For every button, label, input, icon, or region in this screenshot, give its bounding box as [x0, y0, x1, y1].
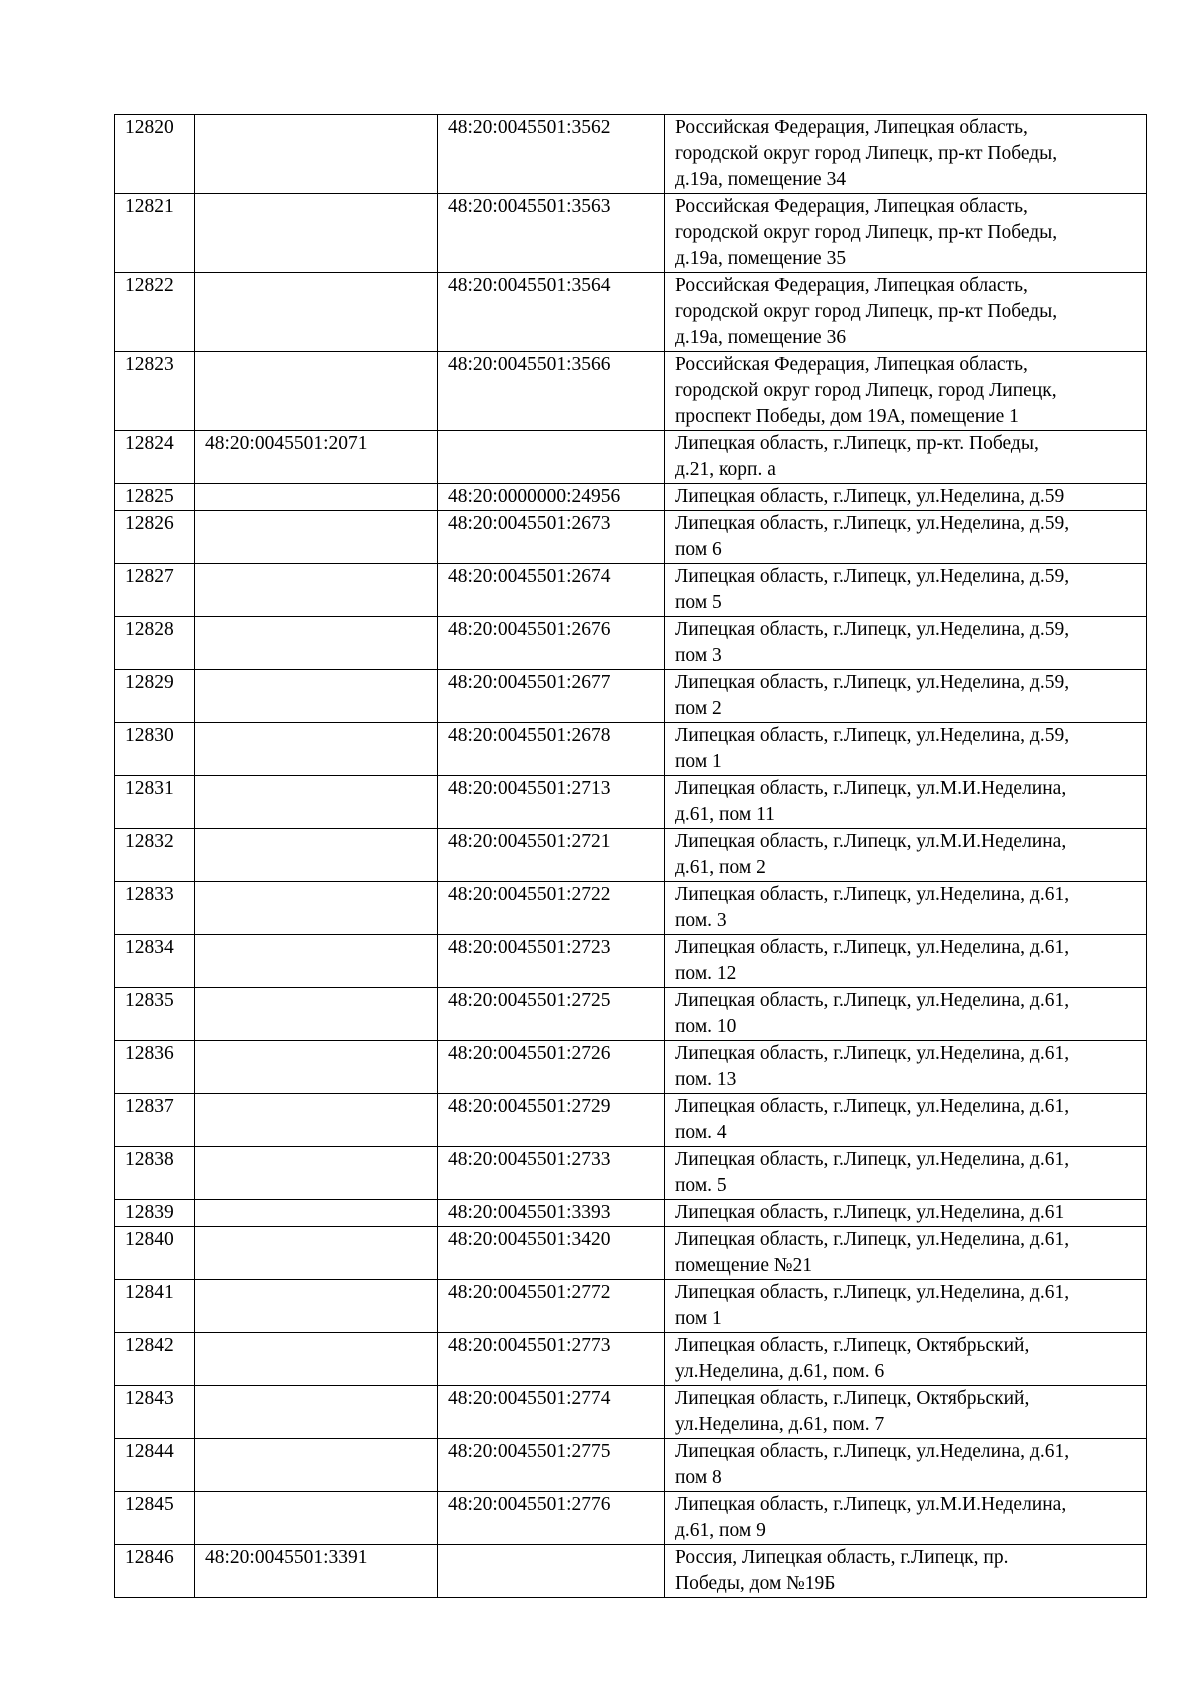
table-row [115, 564, 1147, 617]
parcel-cadastral-number-cell [195, 617, 438, 670]
address-cell: Липецкая область, г.Липецк, ул.Неделина, д.61, пом. 13 [665, 1041, 1147, 1094]
address-cell: Российская Федерация, Липецкая область, городской округ город Липецк, пр-кт Победы, д.19а, помещение 34 [665, 115, 1147, 194]
table-row [115, 1227, 1147, 1280]
table-row [115, 670, 1147, 723]
premises-cadastral-number-cell: 48:20:0045501:3563 [438, 194, 665, 273]
table-row [115, 776, 1147, 829]
row-number-cell: 12821 [115, 194, 195, 273]
premises-cadastral-number-cell: 48:20:0045501:2772 [438, 1280, 665, 1333]
table-row [115, 273, 1147, 352]
address-cell: Липецкая область, г.Липецк, ул.Неделина, д.61, пом 8 [665, 1439, 1147, 1492]
table-row [115, 194, 1147, 273]
premises-cadastral-number-cell: 48:20:0045501:2676 [438, 617, 665, 670]
registry-table-body [115, 115, 1147, 1598]
row-number-cell: 12840 [115, 1227, 195, 1280]
premises-cadastral-number-cell: 48:20:0045501:2774 [438, 1386, 665, 1439]
premises-cadastral-number-cell: 48:20:0000000:24956 [438, 484, 665, 511]
table-row [115, 1492, 1147, 1545]
row-number-cell: 12841 [115, 1280, 195, 1333]
address-cell: Липецкая область, г.Липецк, ул.М.И.Неделина, д.61, пом 2 [665, 829, 1147, 882]
table-row [115, 882, 1147, 935]
parcel-cadastral-number-cell [195, 194, 438, 273]
table-row [115, 935, 1147, 988]
premises-cadastral-number-cell: 48:20:0045501:2721 [438, 829, 665, 882]
row-number-cell: 12829 [115, 670, 195, 723]
parcel-cadastral-number-cell [195, 1492, 438, 1545]
table-row [115, 484, 1147, 511]
row-number-cell: 12844 [115, 1439, 195, 1492]
address-cell: Российская Федерация, Липецкая область, городской округ город Липецк, город Липецк, проспект Победы, дом 19А, помещение 1 [665, 352, 1147, 431]
address-cell: Липецкая область, г.Липецк, ул.Неделина, д.59, пом 6 [665, 511, 1147, 564]
table-row [115, 1280, 1147, 1333]
premises-cadastral-number-cell: 48:20:0045501:3566 [438, 352, 665, 431]
table-row [115, 723, 1147, 776]
registry-table [114, 114, 1147, 1598]
parcel-cadastral-number-cell [195, 1333, 438, 1386]
row-number-cell: 12843 [115, 1386, 195, 1439]
address-cell: Липецкая область, г.Липецк, ул.Неделина, д.59, пом 5 [665, 564, 1147, 617]
table-row [115, 352, 1147, 431]
address-cell: Липецкая область, г.Липецк, ул.Неделина, д.61, помещение №21 [665, 1227, 1147, 1280]
address-cell: Липецкая область, г.Липецк, ул.Неделина, д.59, пом 3 [665, 617, 1147, 670]
table-row [115, 1333, 1147, 1386]
address-cell: Липецкая область, г.Липецк, ул.Неделина, д.61, пом. 5 [665, 1147, 1147, 1200]
row-number-cell: 12825 [115, 484, 195, 511]
row-number-cell: 12833 [115, 882, 195, 935]
premises-cadastral-number-cell: 48:20:0045501:2776 [438, 1492, 665, 1545]
address-cell: Липецкая область, г.Липецк, ул.Неделина, д.61, пом 1 [665, 1280, 1147, 1333]
premises-cadastral-number-cell: 48:20:0045501:3564 [438, 273, 665, 352]
table-row [115, 1200, 1147, 1227]
parcel-cadastral-number-cell [195, 1386, 438, 1439]
parcel-cadastral-number-cell [195, 115, 438, 194]
premises-cadastral-number-cell: 48:20:0045501:2673 [438, 511, 665, 564]
premises-cadastral-number-cell: 48:20:0045501:2723 [438, 935, 665, 988]
row-number-cell: 12839 [115, 1200, 195, 1227]
address-cell: Липецкая область, г.Липецк, ул.Неделина, д.59 [665, 484, 1147, 511]
address-cell: Липецкая область, г.Липецк, Октябрьский, ул.Неделина, д.61, пом. 7 [665, 1386, 1147, 1439]
table-row [115, 1094, 1147, 1147]
premises-cadastral-number-cell: 48:20:0045501:3393 [438, 1200, 665, 1227]
address-cell: Россия, Липецкая область, г.Липецк, пр. Победы, дом №19Б [665, 1545, 1147, 1598]
address-cell: Липецкая область, г.Липецк, ул.Неделина, д.61, пом. 10 [665, 988, 1147, 1041]
table-row [115, 431, 1147, 484]
address-cell: Липецкая область, г.Липецк, ул.Неделина, д.61, пом. 3 [665, 882, 1147, 935]
table-row [115, 988, 1147, 1041]
row-number-cell: 12842 [115, 1333, 195, 1386]
premises-cadastral-number-cell: 48:20:0045501:3420 [438, 1227, 665, 1280]
table-row [115, 115, 1147, 194]
address-cell: Липецкая область, г.Липецк, ул.Неделина, д.59, пом 1 [665, 723, 1147, 776]
address-cell: Липецкая область, г.Липецк, ул.Неделина, д.61, пом. 4 [665, 1094, 1147, 1147]
row-number-cell: 12831 [115, 776, 195, 829]
parcel-cadastral-number-cell [195, 352, 438, 431]
parcel-cadastral-number-cell [195, 988, 438, 1041]
table-row [115, 1041, 1147, 1094]
parcel-cadastral-number-cell [195, 776, 438, 829]
premises-cadastral-number-cell: 48:20:0045501:2722 [438, 882, 665, 935]
premises-cadastral-number-cell: 48:20:0045501:3562 [438, 115, 665, 194]
premises-cadastral-number-cell [438, 431, 665, 484]
table-row [115, 1439, 1147, 1492]
parcel-cadastral-number-cell [195, 511, 438, 564]
table-row [115, 511, 1147, 564]
row-number-cell: 12832 [115, 829, 195, 882]
row-number-cell: 12820 [115, 115, 195, 194]
row-number-cell: 12835 [115, 988, 195, 1041]
address-cell: Липецкая область, г.Липецк, пр-кт. Победы, д.21, корп. а [665, 431, 1147, 484]
parcel-cadastral-number-cell [195, 935, 438, 988]
address-cell: Российская Федерация, Липецкая область, городской округ город Липецк, пр-кт Победы, д.19а, помещение 36 [665, 273, 1147, 352]
parcel-cadastral-number-cell: 48:20:0045501:3391 [195, 1545, 438, 1598]
premises-cadastral-number-cell: 48:20:0045501:2678 [438, 723, 665, 776]
parcel-cadastral-number-cell [195, 1227, 438, 1280]
table-row [115, 1147, 1147, 1200]
address-cell: Липецкая область, г.Липецк, ул.Неделина, д.59, пом 2 [665, 670, 1147, 723]
parcel-cadastral-number-cell [195, 882, 438, 935]
table-row [115, 829, 1147, 882]
table-row [115, 1386, 1147, 1439]
row-number-cell: 12845 [115, 1492, 195, 1545]
parcel-cadastral-number-cell [195, 1147, 438, 1200]
parcel-cadastral-number-cell [195, 670, 438, 723]
address-cell: Липецкая область, г.Липецк, ул.Неделина, д.61, пом. 12 [665, 935, 1147, 988]
row-number-cell: 12846 [115, 1545, 195, 1598]
address-cell: Липецкая область, г.Липецк, Октябрьский, ул.Неделина, д.61, пом. 6 [665, 1333, 1147, 1386]
row-number-cell: 12838 [115, 1147, 195, 1200]
row-number-cell: 12827 [115, 564, 195, 617]
parcel-cadastral-number-cell: 48:20:0045501:2071 [195, 431, 438, 484]
premises-cadastral-number-cell [438, 1545, 665, 1598]
row-number-cell: 12823 [115, 352, 195, 431]
address-cell: Российская Федерация, Липецкая область, городской округ город Липецк, пр-кт Победы, д.19а, помещение 35 [665, 194, 1147, 273]
address-cell: Липецкая область, г.Липецк, ул.М.И.Неделина, д.61, пом 11 [665, 776, 1147, 829]
address-cell: Липецкая область, г.Липецк, ул.М.И.Неделина, д.61, пом 9 [665, 1492, 1147, 1545]
row-number-cell: 12826 [115, 511, 195, 564]
parcel-cadastral-number-cell [195, 723, 438, 776]
row-number-cell: 12822 [115, 273, 195, 352]
parcel-cadastral-number-cell [195, 1094, 438, 1147]
premises-cadastral-number-cell: 48:20:0045501:2733 [438, 1147, 665, 1200]
row-number-cell: 12837 [115, 1094, 195, 1147]
parcel-cadastral-number-cell [195, 1041, 438, 1094]
address-cell: Липецкая область, г.Липецк, ул.Неделина, д.61 [665, 1200, 1147, 1227]
premises-cadastral-number-cell: 48:20:0045501:2773 [438, 1333, 665, 1386]
parcel-cadastral-number-cell [195, 564, 438, 617]
parcel-cadastral-number-cell [195, 829, 438, 882]
premises-cadastral-number-cell: 48:20:0045501:2775 [438, 1439, 665, 1492]
row-number-cell: 12830 [115, 723, 195, 776]
parcel-cadastral-number-cell [195, 1200, 438, 1227]
premises-cadastral-number-cell: 48:20:0045501:2725 [438, 988, 665, 1041]
table-row [115, 1545, 1147, 1598]
parcel-cadastral-number-cell [195, 484, 438, 511]
parcel-cadastral-number-cell [195, 273, 438, 352]
premises-cadastral-number-cell: 48:20:0045501:2677 [438, 670, 665, 723]
row-number-cell: 12828 [115, 617, 195, 670]
row-number-cell: 12824 [115, 431, 195, 484]
premises-cadastral-number-cell: 48:20:0045501:2713 [438, 776, 665, 829]
premises-cadastral-number-cell: 48:20:0045501:2674 [438, 564, 665, 617]
row-number-cell: 12836 [115, 1041, 195, 1094]
parcel-cadastral-number-cell [195, 1280, 438, 1333]
parcel-cadastral-number-cell [195, 1439, 438, 1492]
row-number-cell: 12834 [115, 935, 195, 988]
premises-cadastral-number-cell: 48:20:0045501:2726 [438, 1041, 665, 1094]
table-row [115, 617, 1147, 670]
premises-cadastral-number-cell: 48:20:0045501:2729 [438, 1094, 665, 1147]
